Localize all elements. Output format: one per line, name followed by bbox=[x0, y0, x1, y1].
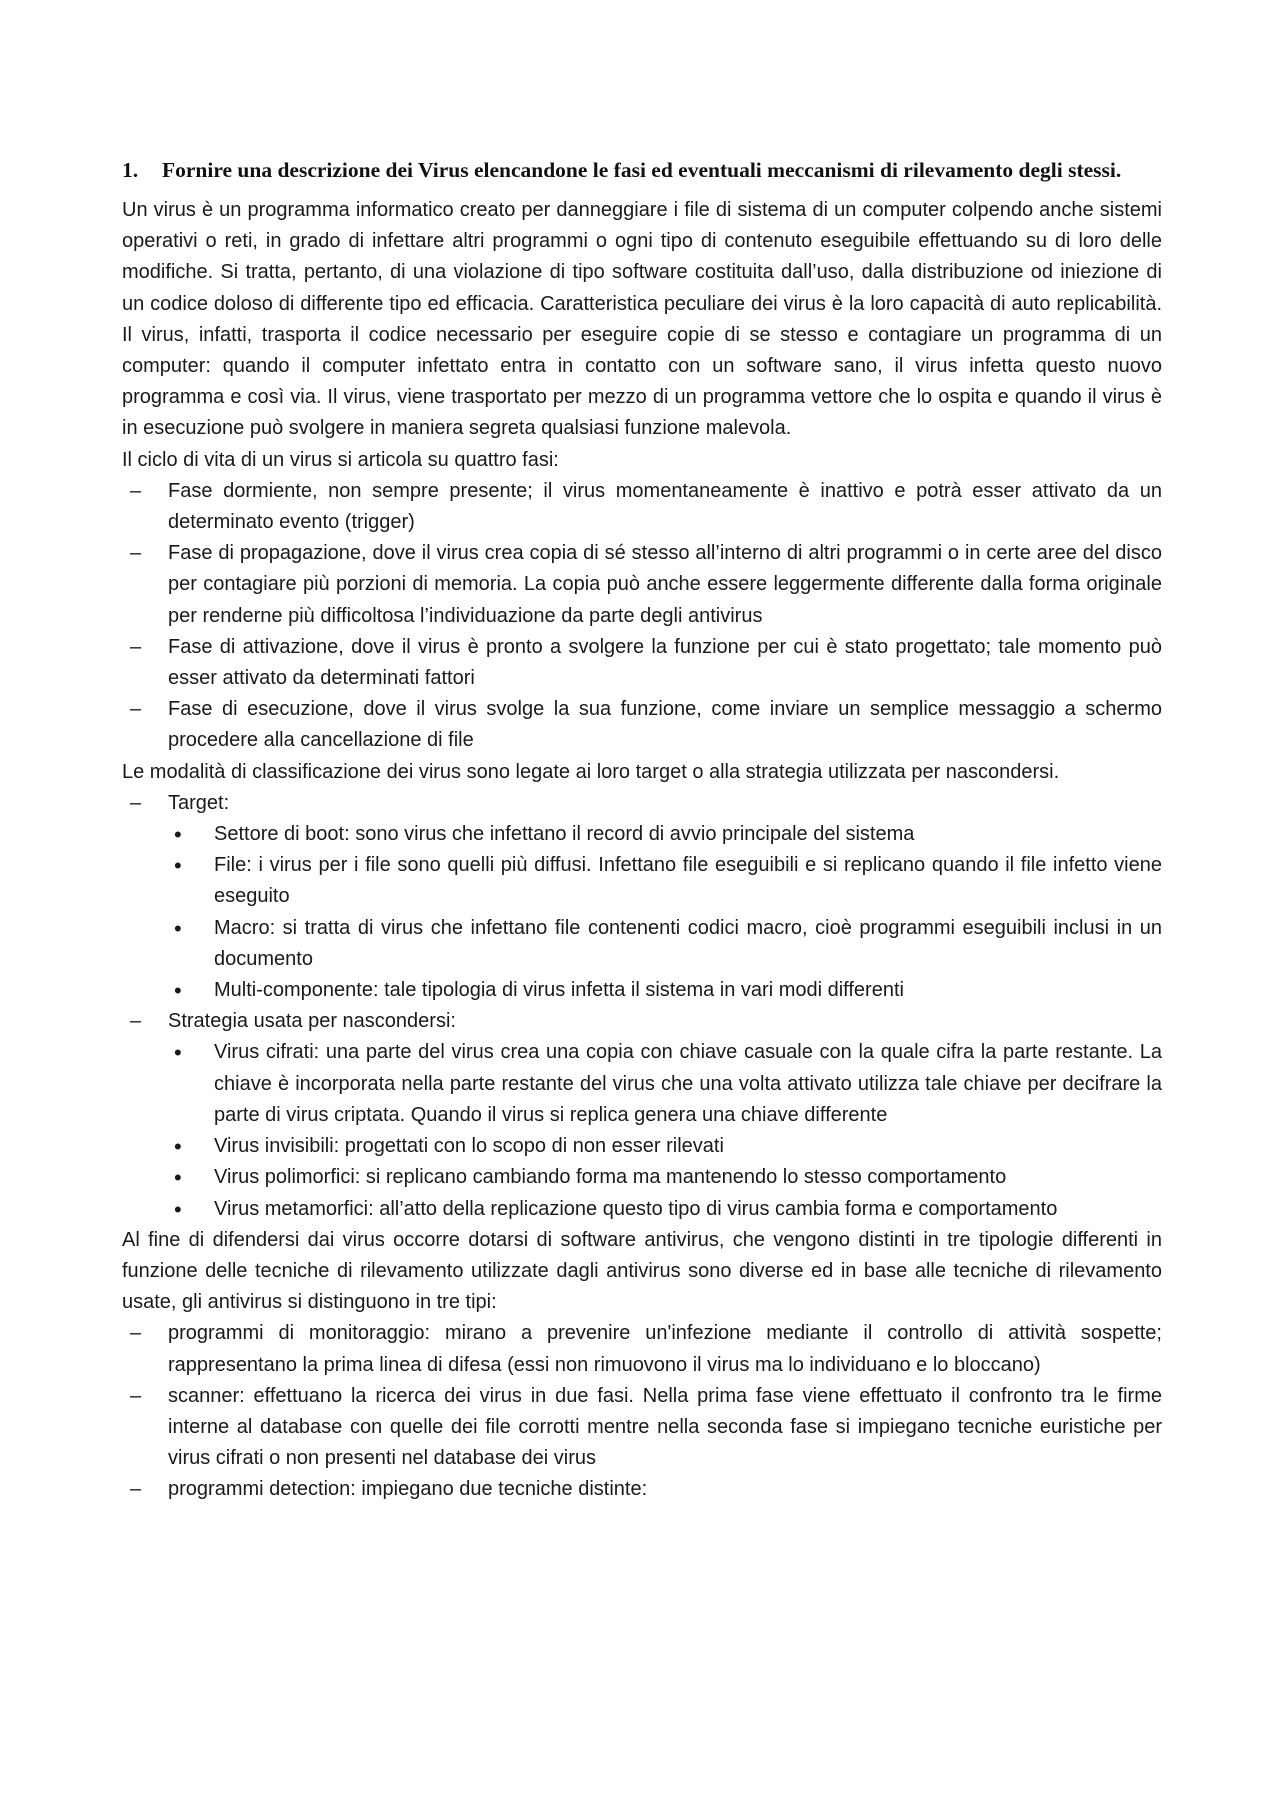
question-title: Fornire una descrizione dei Virus elencandone le fasi ed eventuali meccanismi di rilevamento degli stessi. bbox=[162, 158, 1122, 182]
classification-target bbox=[122, 788, 1162, 819]
list-item: • Multi-componente: tale tipologia di virus infetta il sistema in vari modi differenti bbox=[122, 975, 1162, 1006]
lifecycle-intro: Il ciclo di vita di un virus si articola su quattro fasi: bbox=[122, 448, 559, 471]
list-item: • Virus invisibili: progettati con lo scopo di non esser rilevati bbox=[122, 1131, 1162, 1162]
list-item: – Fase dormiente, non sempre presente; il virus momentaneamente è inattivo e potrà esser attivato da un determinato evento (trigger) bbox=[122, 476, 1162, 538]
antivirus-intro: Al fine di difendersi dai virus occorre dotarsi di software antivirus, che vengono distinti in tre tipologie differenti in funzione delle tecniche di rilevamento utilizzate dagli antivirus sono diverse ed in base alle tecniche di rilevamento usate, gli antivirus si distinguono in tre tipi: bbox=[122, 1228, 1162, 1314]
list-item: – scanner: effettuano la ricerca dei virus in due fasi. Nella prima fase viene effettuato il confronto tra le firme interne al database con quelle dei file corrotti mentre nella seconda fase si impiegano tecniche euristiche per virus cifrati o non presenti nel database dei virus bbox=[122, 1381, 1162, 1475]
list-item: – programmi di monitoraggio: mirano a prevenire un'infezione mediante il controllo di attività sospette; rappresentano la prima linea di difesa (essi non rimuovono il virus ma lo individuano e lo bloccano) bbox=[122, 1318, 1162, 1380]
intro-paragraph: Un virus è un programma informatico creato per danneggiare i file di sistema di un computer colpendo anche sistemi operativi o reti, in grado di infettare altri programmi o ogni tipo di contenuto eseguibile effettuando su di loro delle modifiche. Si tratta, pertanto, di una violazione di tipo software costituita dall’uso, dalla distribuzione od iniezione di un codice doloso di differente tipo ed efficacia. Caratteristica peculiare dei virus è la loro capacità di auto replicabilità. Il virus, infatti, trasporta il codice necessario per eseguire copie di se stesso e contagiare un programma di un computer: quando il computer infettato entra in contatto con un software sano, il virus infetta questo nuovo programma e così via. Il virus, viene trasportato per mezzo di un programma vettore che lo ospita e quando il virus è in esecuzione può svolgere in maniera segreta qualsiasi funzione malevola. bbox=[122, 199, 1162, 440]
list-item: • Virus metamorfici: all’atto della replicazione questo tipo di virus cambia forma e comportamento bbox=[122, 1194, 1162, 1225]
list-item: – Fase di esecuzione, dove il virus svolge la sua funzione, come inviare un semplice messaggio a schermo procedere alla cancellazione di file bbox=[122, 694, 1162, 756]
classification-intro: Le modalità di classificazione dei virus sono legate ai loro target o alla strategia utilizzata per nascondersi. bbox=[122, 760, 1060, 783]
target-label: Target: bbox=[168, 791, 230, 814]
document-page bbox=[122, 150, 1162, 1506]
list-item: • Macro: si tratta di virus che infettano file contenenti codici macro, cioè programmi eseguibili inclusi in un documento bbox=[122, 913, 1162, 975]
list-item: • Virus cifrati: una parte del virus crea una copia con chiave casuale con la quale cifra la parte restante. La chiave è incorporata nella parte restante del virus che una volta attivato utilizza tale chiave per decifrare la parte di virus criptata. Quando il virus si replica genera una chiave differente bbox=[122, 1037, 1162, 1131]
list-item: • Virus polimorfici: si replicano cambiando forma ma mantenendo lo stesso comportamento bbox=[122, 1162, 1162, 1193]
antivirus-list bbox=[122, 1318, 1162, 1505]
classification-list-strategy bbox=[122, 1006, 1162, 1037]
list-item: • Settore di boot: sono virus che infettano il record di avvio principale del sistema bbox=[122, 819, 1162, 850]
question-number: 1. bbox=[122, 158, 139, 182]
classification-strategy bbox=[122, 1006, 1162, 1037]
strategy-label: Strategia usata per nascondersi: bbox=[168, 1010, 456, 1033]
question-heading bbox=[122, 150, 1162, 191]
classification-list bbox=[122, 788, 1162, 819]
list-item: – programmi detection: impiegano due tecniche distinte: bbox=[122, 1474, 1162, 1505]
list-item: – Fase di propagazione, dove il virus crea copia di sé stesso all’interno di altri programmi o in certe aree del disco per contagiare più porzioni di memoria. La copia può anche essere leggermente differente dalla forma originale per renderne più difficoltosa l’individuazione da parte degli antivirus bbox=[122, 538, 1162, 632]
list-item: – Fase di attivazione, dove il virus è pronto a svolgere la funzione per cui è stato progettato; tale momento può esser attivato da determinati fattori bbox=[122, 632, 1162, 694]
strategy-bullet-list bbox=[122, 1037, 1162, 1224]
lifecycle-phase-list bbox=[122, 476, 1162, 757]
target-bullet-list bbox=[122, 819, 1162, 1006]
list-item: • File: i virus per i file sono quelli più diffusi. Infettano file eseguibili e si replicano quando il file infetto viene eseguito bbox=[122, 850, 1162, 912]
